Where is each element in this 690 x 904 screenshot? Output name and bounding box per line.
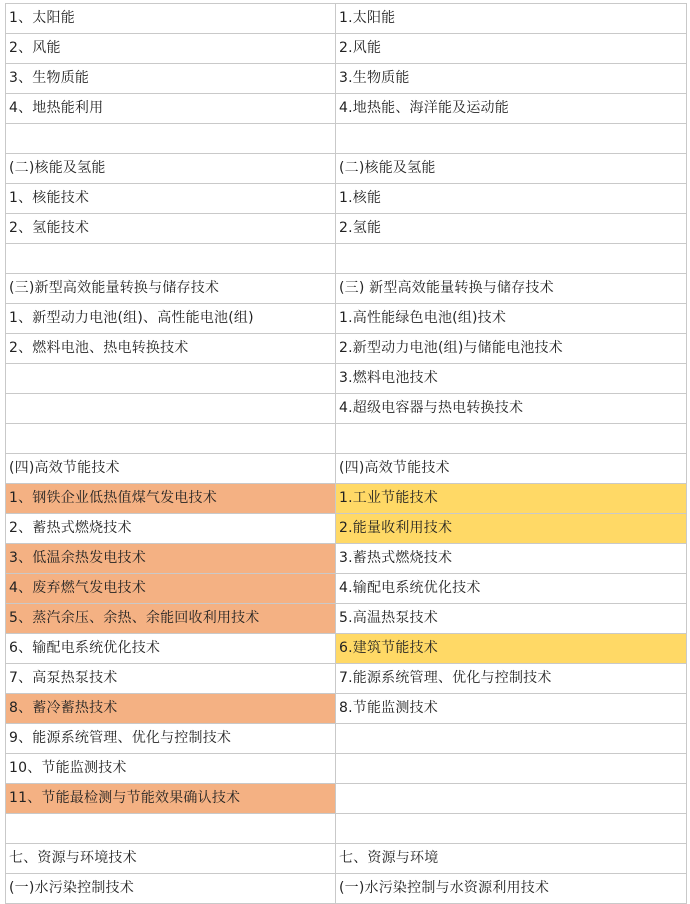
table-row <box>6 274 687 304</box>
left-column-cell: (四)高效节能技术 <box>6 454 336 484</box>
table-row <box>6 754 687 784</box>
table-row <box>6 694 687 724</box>
right-column-cell: 6.建筑节能技术 <box>336 634 687 664</box>
left-column-cell: 3、生物质能 <box>6 64 336 94</box>
left-column-cell: (二)核能及氢能 <box>6 154 336 184</box>
left-column-cell: 七、资源与环境技术 <box>6 844 336 874</box>
right-column-cell: 5.高温热泵技术 <box>336 604 687 634</box>
right-column-cell <box>336 724 687 754</box>
table-row <box>6 814 687 844</box>
left-column-cell: 2、燃料电池、热电转换技术 <box>6 334 336 364</box>
right-column-cell <box>336 814 687 844</box>
right-column-cell <box>336 754 687 784</box>
table-row <box>6 364 687 394</box>
right-column-cell: 2.氢能 <box>336 214 687 244</box>
left-column-cell <box>6 394 336 424</box>
right-column-cell: 1.核能 <box>336 184 687 214</box>
left-column-cell: 9、能源系统管理、优化与控制技术 <box>6 724 336 754</box>
left-column-cell <box>6 424 336 454</box>
table-row <box>6 34 687 64</box>
table-row <box>6 514 687 544</box>
left-column-cell: 2、蓄热式燃烧技术 <box>6 514 336 544</box>
right-column-cell: 1.工业节能技术 <box>336 484 687 514</box>
left-column-cell <box>6 814 336 844</box>
right-column-cell: 七、资源与环境 <box>336 844 687 874</box>
comparison-table <box>5 3 687 904</box>
left-column-cell: 7、高泵热泵技术 <box>6 664 336 694</box>
table-row <box>6 304 687 334</box>
comparison-table-body <box>6 4 687 904</box>
table-row <box>6 664 687 694</box>
right-column-cell <box>336 244 687 274</box>
table-row <box>6 574 687 604</box>
left-column-cell: 1、太阳能 <box>6 4 336 34</box>
left-column-cell: 3、低温余热发电技术 <box>6 544 336 574</box>
table-row <box>6 454 687 484</box>
left-column-cell: 10、节能监测技术 <box>6 754 336 784</box>
right-column-cell: 3.蓄热式燃烧技术 <box>336 544 687 574</box>
right-column-cell: 2.能量收利用技术 <box>336 514 687 544</box>
left-column-cell: (三)新型高效能量转换与储存技术 <box>6 274 336 304</box>
right-column-cell: 8.节能监测技术 <box>336 694 687 724</box>
left-column-cell: 1、核能技术 <box>6 184 336 214</box>
left-column-cell: 1、钢铁企业低热值煤气发电技术 <box>6 484 336 514</box>
right-column-cell <box>336 124 687 154</box>
left-column-cell <box>6 244 336 274</box>
right-column-cell: 4.输配电系统优化技术 <box>336 574 687 604</box>
table-row <box>6 634 687 664</box>
table-row <box>6 724 687 754</box>
left-column-cell: 4、地热能利用 <box>6 94 336 124</box>
table-row <box>6 544 687 574</box>
right-column-cell <box>336 784 687 814</box>
table-row <box>6 394 687 424</box>
right-column-cell: (一)水污染控制与水资源利用技术 <box>336 874 687 904</box>
table-row <box>6 334 687 364</box>
right-column-cell: 7.能源系统管理、优化与控制技术 <box>336 664 687 694</box>
table-row <box>6 424 687 454</box>
left-column-cell: 5、蒸汽余压、余热、余能回收利用技术 <box>6 604 336 634</box>
left-column-cell: (一)水污染控制技术 <box>6 874 336 904</box>
table-row <box>6 4 687 34</box>
table-row <box>6 844 687 874</box>
right-column-cell <box>336 424 687 454</box>
table-row <box>6 484 687 514</box>
table-row <box>6 94 687 124</box>
left-column-cell: 4、废弃燃气发电技术 <box>6 574 336 604</box>
right-column-cell: 2.风能 <box>336 34 687 64</box>
right-column-cell: 2.新型动力电池(组)与储能电池技术 <box>336 334 687 364</box>
left-column-cell: 2、风能 <box>6 34 336 64</box>
table-row <box>6 874 687 904</box>
table-row <box>6 604 687 634</box>
left-column-cell <box>6 364 336 394</box>
right-column-cell: 1.太阳能 <box>336 4 687 34</box>
right-column-cell: 3.生物质能 <box>336 64 687 94</box>
table-row <box>6 784 687 814</box>
table-row <box>6 184 687 214</box>
table-row <box>6 64 687 94</box>
left-column-cell: 8、蓄冷蓄热技术 <box>6 694 336 724</box>
left-column-cell: 6、输配电系统优化技术 <box>6 634 336 664</box>
right-column-cell: (三) 新型高效能量转换与储存技术 <box>336 274 687 304</box>
right-column-cell: (二)核能及氢能 <box>336 154 687 184</box>
right-column-cell: 1.高性能绿色电池(组)技术 <box>336 304 687 334</box>
right-column-cell: 4.地热能、海洋能及运动能 <box>336 94 687 124</box>
right-column-cell: 3.燃料电池技术 <box>336 364 687 394</box>
left-column-cell <box>6 124 336 154</box>
left-column-cell: 11、节能最检测与节能效果确认技术 <box>6 784 336 814</box>
left-column-cell: 1、新型动力电池(组)、高性能电池(组) <box>6 304 336 334</box>
table-row <box>6 214 687 244</box>
right-column-cell: 4.超级电容器与热电转换技术 <box>336 394 687 424</box>
left-column-cell: 2、氢能技术 <box>6 214 336 244</box>
table-row <box>6 154 687 184</box>
table-row <box>6 124 687 154</box>
table-row <box>6 244 687 274</box>
right-column-cell: (四)高效节能技术 <box>336 454 687 484</box>
